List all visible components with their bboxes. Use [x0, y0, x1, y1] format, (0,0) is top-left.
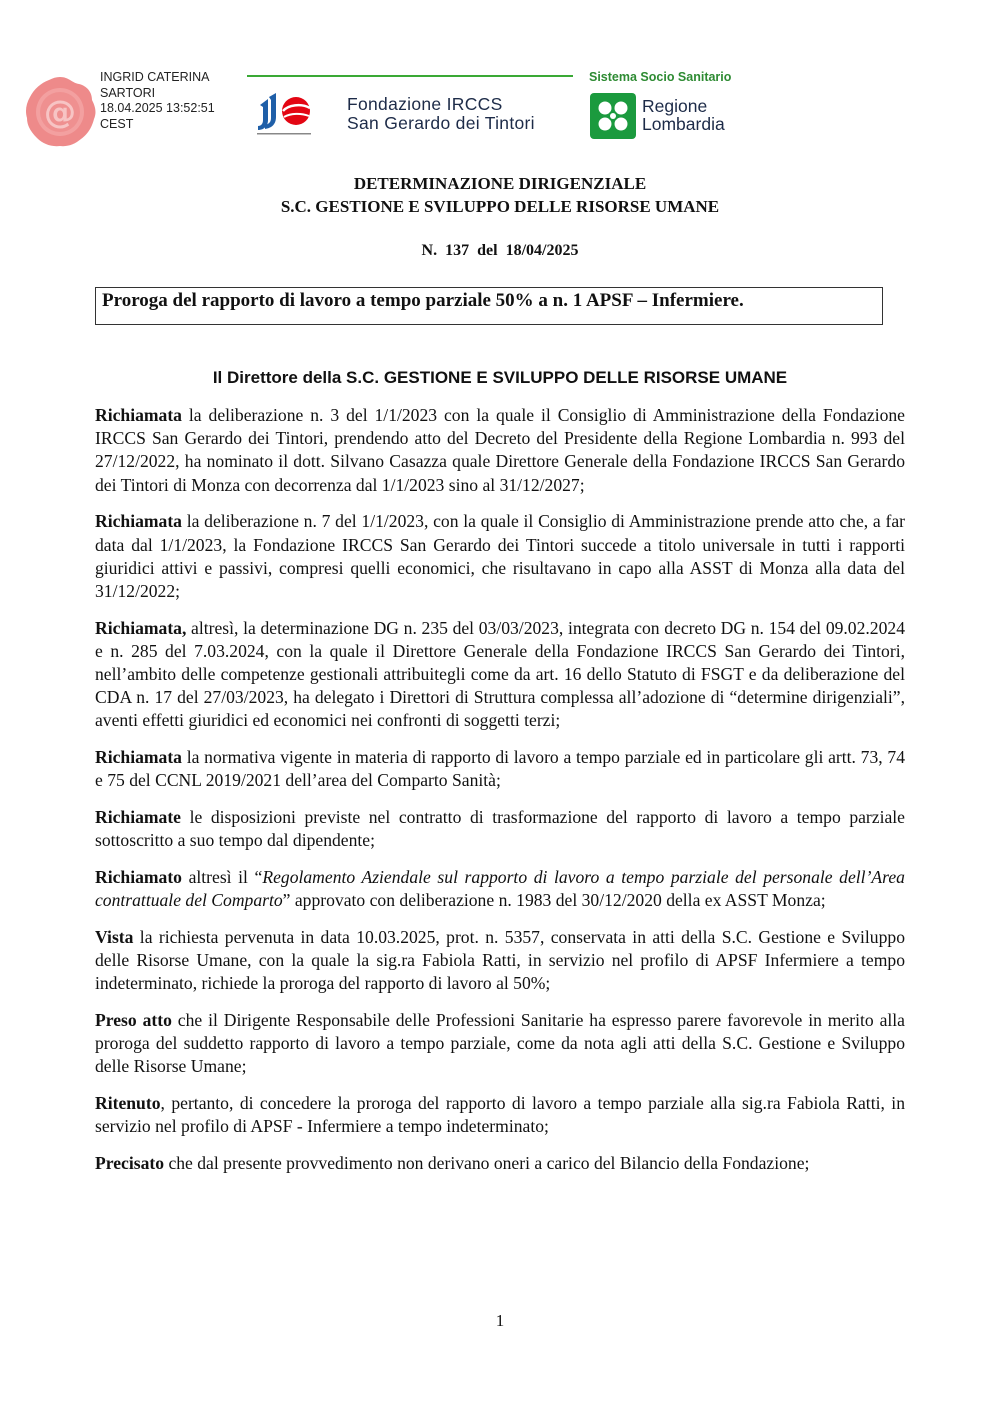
region-name-line1: Regione [642, 96, 708, 116]
region-name [642, 97, 725, 133]
document-body [95, 404, 905, 1189]
digital-signature-seal-icon [22, 74, 98, 150]
paragraph: Richiamata la deliberazione n. 3 del 1/1/2023 con la quale il Consiglio di Amministrazione della Fondazione IRCCS San Gerardo dei Tintori, prendendo atto del Decreto del Presidente della Regione Lombardia n. 993 del 27/12/2022, ha nominato il dott. Silvano Casazza quale Direttore Generale della Fondazione IRCCS San Gerardo dei Tintori di Monza con decorrenza dal 1/1/2023 sino al 31/12/2027; [95, 405, 905, 495]
paragraph: Precisato che dal presente provvedimento non derivano oneri a carico del Bilancio della Fondazione; [95, 1152, 810, 1173]
signature-timezone: CEST [100, 116, 134, 131]
paragraph: Richiamata la deliberazione n. 7 del 1/1/2023, con la quale il Consiglio di Amministrazione prende atto che, a far data dal 1/1/2023, la Fondazione IRCCS San Gerardo dei Tintori succede a titolo universale in tutti i rapporti giuridici attivi e passivi, compresi quelli economici, che risultavano in capo alla ASST di Monza alla data del 31/12/2022; [95, 511, 905, 601]
foundation-name [347, 95, 535, 133]
signature-datetime: 18.04.2025 13:52:51 [100, 101, 215, 115]
director-heading: Il Direttore della S.C. GESTIONE E SVILUPPO DELLE RISORSE UMANE [212, 368, 788, 387]
document-title: DETERMINAZIONE DIRIGENZIALE [353, 174, 647, 193]
document-number-line [0, 242, 1000, 260]
document-department: S.C. GESTIONE E SVILUPPO DELLE RISORSE UMANE [280, 197, 720, 216]
regione-lombardia-logo-icon [590, 93, 636, 139]
signer-name-line1: INGRID CATERINA [100, 70, 210, 84]
document-subject: Proroga del rapporto di lavoro a tempo parziale 50% a n. 1 APSF – Infermiere. [95, 287, 883, 325]
number-prefix: N. [421, 242, 438, 259]
signer-name-line2: SARTORI [100, 85, 156, 100]
date-prefix: del [477, 242, 498, 259]
document-date: 18/04/2025 [505, 242, 579, 259]
foundation-name-line2: San Gerardo dei Tintori [347, 113, 535, 133]
paragraph: Richiamata la normativa vigente in materia di rapporto di lavoro a tempo parziale ed in particolare gli artt. 73, 74 e 75 del CCNL 2019/2021 dell’area del Comparto Sanità; [95, 747, 905, 791]
region-name-line2: Lombardia [642, 114, 725, 134]
foundation-logo-icon [255, 93, 330, 139]
paragraph: Richiamato altresì il “Regolamento Aziendale sul rapporto di lavoro a tempo parziale del personale dell’Area contrattuale del Comparto” approvato con deliberazione n. 1983 del 30/12/2020 della ex ASST Monza; [95, 866, 905, 911]
system-label: Sistema Socio Sanitario [589, 70, 732, 84]
header-divider [247, 75, 573, 77]
digital-signature-block [100, 70, 215, 132]
paragraph: Richiamate le disposizioni previste nel contratto di trasformazione del rapporto di lavoro a tempo parziale sottoscritto a suo tempo dal dipendente; [95, 807, 905, 851]
svg-text:@: @ [44, 93, 76, 131]
paragraph: Vista la richiesta pervenuta in data 10.03.2025, prot. n. 5357, conservata in atti della S.C. Gestione e Sviluppo delle Risorse Umane, con la quale la sig.ra Fabiola Ratti, in servizio nel profilo di APSF Infermiere a tempo indeterminato, richiede la proroga del rapporto di lavoro al 50%; [95, 926, 905, 994]
paragraph: Preso atto che il Dirigente Responsabile delle Professioni Sanitarie ha espresso parere favorevole in merito alla proroga del suddetto rapporto di lavoro a tempo parziale, come da nota agli atti della S.C. Gestione e Sviluppo delle Risorse Umane; [95, 1009, 905, 1077]
paragraph: Ritenuto, pertanto, di concedere la proroga del rapporto di lavoro a tempo parziale alla sig.ra Fabiola Ratti, in servizio nel profilo di APSF - Infermiere a tempo indeterminato; [95, 1093, 905, 1137]
document-number: 137 [445, 242, 470, 259]
page-number: 1 [495, 1311, 505, 1330]
paragraph: Richiamata, altresì, la determinazione DG n. 235 del 03/03/2023, integrata con decreto DG n. 154 del 09.02.2024 e n. 285 del 7.03.2024, con la quale il Direttore Generale della Fondazione IRCCS San Gerardo dei Tintori, nell’ambito delle competenze gestionali attribuitegli come da art. 16 dello Statuto di FSGT e da deliberazione del CDA n. 17 del 27/03/2023, ha delegato i Direttori di Struttura complessa all’adozione di “determine dirigenziali”, aventi effetti giuridici ed economici nei confronti di soggetti terzi; [95, 617, 905, 731]
foundation-name-line1: Fondazione IRCCS [347, 94, 503, 114]
